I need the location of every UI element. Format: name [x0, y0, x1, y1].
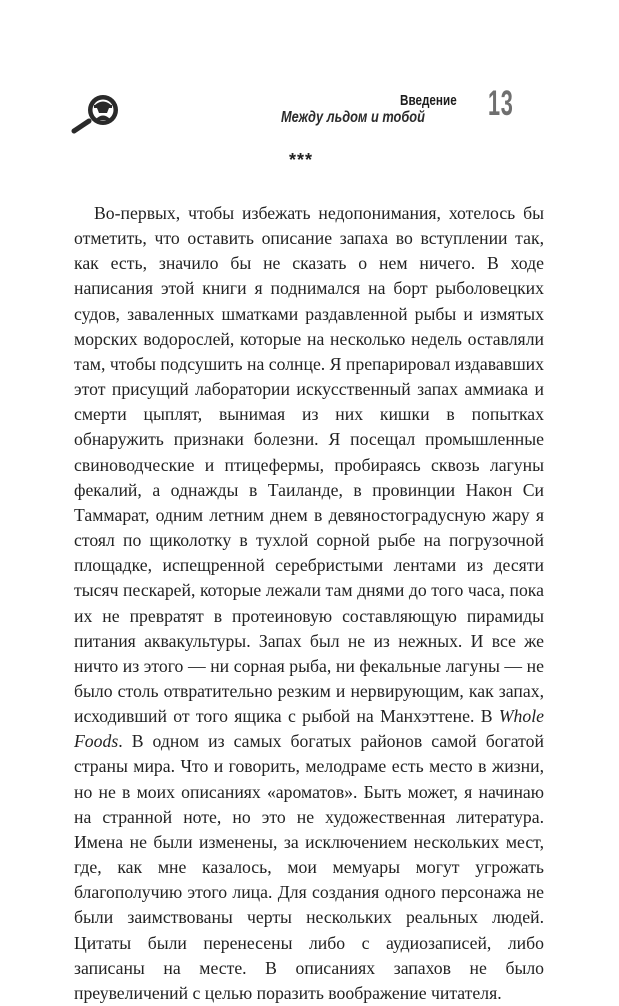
- paragraph-text-part-2: . В одном из самых богатых районов самой богатой страны мира. Что и говорить, мелодраме есть место в жизни, но не в моих описаниях «ароматов». Быть может, я начинаю на странной ноте, но это не художественная литература. Имена не были изменены, за исключением нескольких мест, где, как мне казалось, мои мемуары могут угрожать благополучию этого лица. Для создания одного персонажа не были заимствованы черты нескольких реальных людей. Цитаты были перенесены либо с аудиозаписей, либо записаны на месте. В описаниях запахов не было преувеличений с целью поразить воображение читателя.: [74, 731, 544, 1003]
- book-title: Между льдом и тобой: [281, 109, 425, 126]
- section-separator: ***: [288, 150, 313, 170]
- store-name: Whole Foods: [74, 706, 544, 752]
- detective-magnifier-icon: [66, 92, 126, 134]
- section-title: Введение: [400, 92, 457, 109]
- page-number: 13: [488, 84, 514, 123]
- running-header: [0, 0, 619, 150]
- main-paragraph: [74, 201, 544, 1006]
- paragraph-text-part-1: Во-первых, чтобы избежать недопонимания, хотелось бы отметить, что оставить описание запаха во вступлении так, как есть, значило бы не сказать о нем ничего. В ходе написания этой книги я поднимался на борт рыболовецких судов, заваленных шматками раздавленной рыбы и измятых морских водорослей, которые на несколько недель оставляли там, чтобы подсушить на солнце. Я препарировал издававших этот присущий лаборатории искусственный запах аммиака и смерти цыплят, вынимая из них кишки в попытках обнаружить признаки болезни. Я посещал промышленные свиноводческие и птицефермы, пробираясь сквозь лагуны фекалий, а однажды в Таиланде, в провинции Након Си Таммарат, одним летним днем в девяностоградусную жару я стоял по щиколотку в тухлой сорной рыбе на погрузочной площадке, испещренной серебристыми лентами из десяти тысяч пескарей, которые лежали там днями до того часа, пока их не превратят в протеиновую составляющую пирамиды питания аквакультуры. Запах был не из нежных. И все же ничто из этого — ни сорная рыба, ни фекальные лагуны — не было столь отвратительно резким и нервирующим, как запах, исходивший от того ящика с рыбой на Манхэттене. В: [74, 203, 544, 727]
